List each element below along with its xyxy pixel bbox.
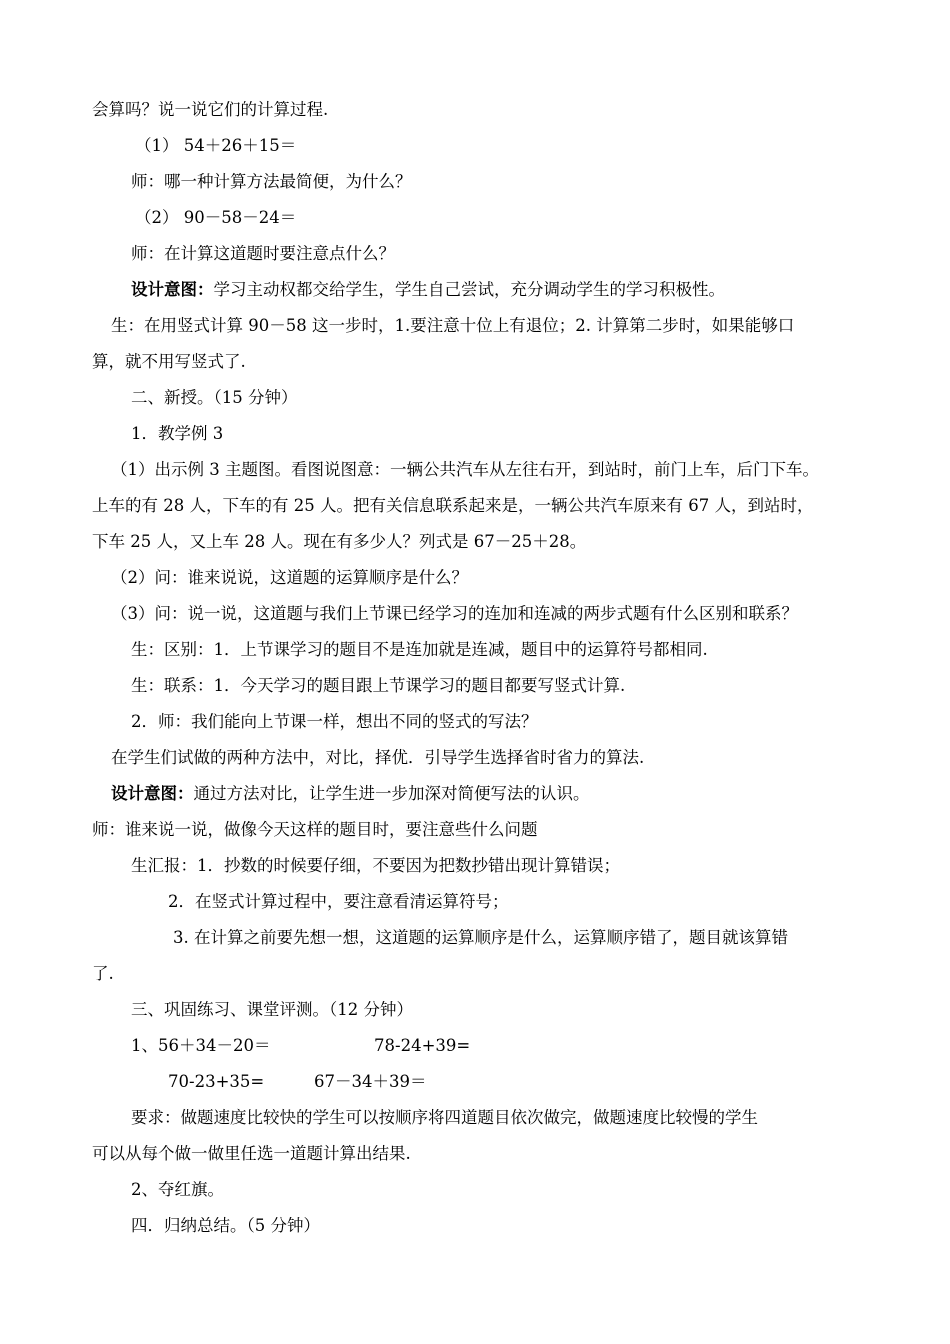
text-line: （3）问：说一说，这道题与我们上节课已经学习的连加和连减的两步式题有什么区别和联系？ [111,604,798,623]
text-line: 师：在计算这道题时要注意点什么？ [131,244,395,263]
text-line: 1．教学例 3 [131,424,224,443]
design-intent-label: 设计意图： [111,784,194,803]
text-line: 在学生们试做的两种方法中，对比，择优．引导学生选择省时省力的算法. [111,748,645,767]
text-line: 2．师：我们能向上节课一样，想出不同的竖式的写法？ [131,712,538,731]
text-line: 可以从每个做一做里任选一道题计算出结果. [92,1144,411,1163]
design-intent-label: 设计意图： [131,280,214,299]
text-line: 要求：做题速度比较快的学生可以按顺序将四道题目依次做完，做题速度比较慢的学生 [131,1108,758,1127]
text-line: 生：联系：1．今天学习的题目跟上节课学习的题目都要写竖式计算. [131,676,626,695]
text-line: （1）出示例 3 主题图。看图说图意：一辆公共汽车从左往右开，到站时，前门上车，后门下车。 [111,460,819,479]
design-intent-line [111,782,590,806]
text-line: （2） 90－58－24＝ [135,208,297,227]
text-line: 师：哪一种计算方法最简便，为什么？ [131,172,412,191]
text-line: （2）问：谁来说说，这道题的运算顺序是什么？ [111,568,468,587]
text-line: 生汇报：1．抄数的时候要仔细，不要因为把数抄错出现计算错误； [131,856,620,875]
text-line: 生：区别：1．上节课学习的题目不是连加就是连减，题目中的运算符号都相同. [131,640,708,659]
text-line: 会算吗？说一说它们的计算过程. [92,100,329,119]
text-line: 2、夺红旗。 [131,1180,224,1199]
section-heading: 二、新授。（15 分钟） [131,388,298,407]
exercise-item: 78-24+39= [374,1036,471,1055]
section-heading: 三、巩固练习、课堂评测。（12 分钟） [131,1000,413,1019]
section-heading: 四．归纳总结。（5 分钟） [131,1216,320,1235]
text-line: 上车的有 28 人，下车的有 25 人。把有关信息联系起来是，一辆公共汽车原来有 67 人，到站时， [92,496,814,515]
text-line: 了. [92,964,114,983]
exercise-item: 67－34＋39＝ [314,1072,427,1091]
text-line: （1） 54＋26＋15＝ [135,136,297,155]
text-line: 算，就不用写竖式了. [92,352,246,371]
text-line: 师：谁来说一说，做像今天这样的题目时，要注意些什么问题 [92,820,538,839]
exercise-item: 70-23+35= [168,1072,265,1091]
text-line: 下车 25 人，又上车 28 人。现在有多少人？列式是 67－25＋28。 [92,532,587,551]
text-line: 生：在用竖式计算 90－58 这一步时，1.要注意十位上有退位；2. 计算第二步时，如果能够口 [111,316,795,335]
text-line: 3. 在计算之前要先想一想，这道题的运算顺序是什么，运算顺序错了，题目就该算错 [173,928,788,947]
design-intent-text: 学习主动权都交给学生，学生自己尝试，充分调动学生的学习积极性。 [213,280,725,299]
design-intent-text: 通过方法对比，让学生进一步加深对简便写法的认识。 [193,784,590,803]
exercise-item: 1、56＋34－20＝ [131,1036,271,1055]
design-intent-line [131,278,725,302]
text-line: 2．在竖式计算过程中，要注意看清运算符号； [168,892,509,911]
